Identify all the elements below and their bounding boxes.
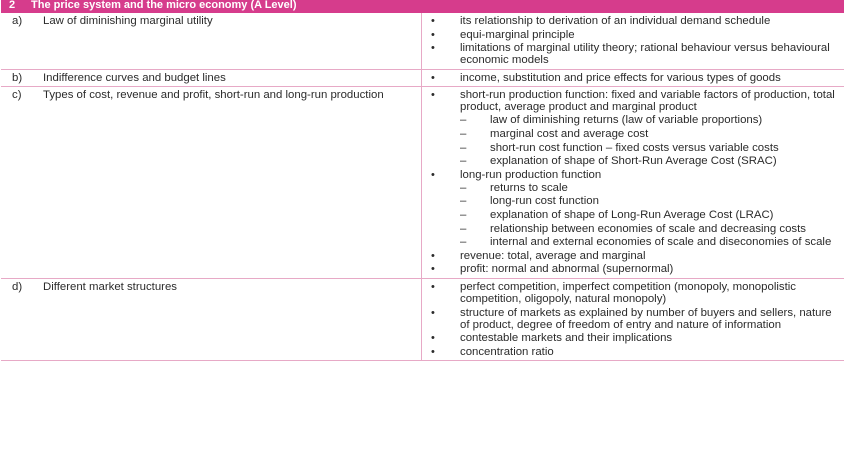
bullet-text: income, substitution and price effects for various types of goods xyxy=(460,71,781,84)
section-header xyxy=(1,0,844,13)
topic-cell xyxy=(1,13,422,69)
bullet-text: perfect competition, imperfect competition (monopoly, monopolistic competition, oligopoly, natural monopoly) xyxy=(460,280,796,305)
bullet-icon: • xyxy=(431,306,435,319)
table-row xyxy=(1,279,844,361)
row-letter: b) xyxy=(12,71,23,84)
bullet-icon: • xyxy=(431,345,435,358)
list-item xyxy=(422,346,838,358)
bullet-text: long-run production function xyxy=(460,168,602,181)
bullet-text: revenue: total, average and marginal xyxy=(460,249,646,262)
dash-icon: – xyxy=(460,127,467,140)
section-number: 2 xyxy=(9,0,16,11)
content-cell xyxy=(422,279,844,360)
sub-list-item xyxy=(460,209,838,221)
dash-icon: – xyxy=(460,181,467,194)
bullet-list xyxy=(422,281,838,358)
bullet-text: limitations of marginal utility theory; rational behaviour versus behavioural economic models xyxy=(460,42,830,67)
bullet-icon: • xyxy=(431,168,435,181)
bullet-icon: • xyxy=(431,263,435,276)
dash-icon: – xyxy=(460,195,467,208)
syllabus-table xyxy=(1,13,844,361)
dash-icon: – xyxy=(460,208,467,221)
sub-item-text: marginal cost and average cost xyxy=(490,127,649,140)
bullet-text: profit: normal and abnormal (supernormal) xyxy=(460,263,674,276)
content-cell xyxy=(422,87,844,278)
bullet-icon: • xyxy=(431,280,435,293)
sub-item-text: explanation of shape of Long-Run Average Cost (LRAC) xyxy=(490,208,774,221)
bullet-list xyxy=(422,89,838,275)
dash-icon: – xyxy=(460,141,467,154)
topic-title: Types of cost, revenue and profit, short-run and long-run production xyxy=(43,89,384,102)
topic-cell xyxy=(1,279,422,360)
bullet-text: its relationship to derivation of an individual demand schedule xyxy=(460,15,771,27)
sub-item-text: law of diminishing returns (law of variable proportions) xyxy=(490,114,763,127)
sub-item-text: short-run cost function – fixed costs versus variable costs xyxy=(490,141,779,154)
topic-cell xyxy=(1,87,422,278)
bullet-text: contestable markets and their implications xyxy=(460,332,673,345)
section-title: The price system and the micro economy (A Level) xyxy=(31,0,297,11)
sub-item-text: explanation of shape of Short-Run Average Cost (SRAC) xyxy=(490,155,777,168)
bullet-text: structure of markets as explained by number of buyers and sellers, nature of product, degree of freedom of entry and nature of information xyxy=(460,306,832,331)
dash-icon: – xyxy=(460,222,467,235)
sub-list xyxy=(460,182,838,248)
sub-list-item xyxy=(460,223,838,235)
sub-list-item xyxy=(460,128,838,140)
list-item xyxy=(422,15,838,27)
sub-item-text: long-run cost function xyxy=(490,195,599,208)
syllabus-page xyxy=(1,0,844,475)
bullet-icon: • xyxy=(431,89,435,102)
bullet-icon: • xyxy=(431,15,435,27)
sub-item-text: returns to scale xyxy=(490,181,568,194)
sub-list-item xyxy=(460,155,838,167)
row-letter: c) xyxy=(12,89,22,102)
sub-list xyxy=(460,114,838,167)
topic-title: Indifference curves and budget lines xyxy=(43,71,226,84)
dash-icon: – xyxy=(460,155,467,168)
sub-list-item xyxy=(460,142,838,154)
content-cell xyxy=(422,70,844,87)
list-item xyxy=(422,281,838,305)
list-item xyxy=(422,29,838,41)
row-letter: a) xyxy=(12,15,23,27)
list-item xyxy=(422,307,838,331)
list-item xyxy=(422,169,838,248)
list-item xyxy=(422,72,838,84)
dash-icon: – xyxy=(460,114,467,127)
table-row xyxy=(1,13,844,70)
dash-icon: – xyxy=(460,236,467,249)
topic-title: Different market structures xyxy=(43,280,177,293)
sub-list-item xyxy=(460,114,838,126)
bullet-text: concentration ratio xyxy=(460,345,554,358)
bullet-icon: • xyxy=(431,28,435,41)
bullet-text: equi-marginal principle xyxy=(460,28,575,41)
bullet-icon: • xyxy=(431,332,435,345)
bullet-icon: • xyxy=(431,249,435,262)
content-cell xyxy=(422,13,844,69)
sub-list-item xyxy=(460,236,838,248)
table-row xyxy=(1,70,844,88)
bullet-icon: • xyxy=(431,42,435,55)
list-item xyxy=(422,263,838,275)
table-row xyxy=(1,87,844,279)
sub-list-item xyxy=(460,182,838,194)
list-item xyxy=(422,42,838,66)
sub-list-item xyxy=(460,195,838,207)
list-item xyxy=(422,89,838,167)
topic-cell xyxy=(1,70,422,87)
sub-item-text: internal and external economies of scale and diseconomies of scale xyxy=(490,236,832,249)
bullet-list xyxy=(422,15,838,66)
bullet-list xyxy=(422,72,838,84)
topic-title: Law of diminishing marginal utility xyxy=(43,15,213,27)
bullet-icon: • xyxy=(431,71,435,84)
sub-item-text: relationship between economies of scale and decreasing costs xyxy=(490,222,806,235)
row-letter: d) xyxy=(12,280,23,293)
list-item xyxy=(422,250,838,262)
bullet-text: short-run production function: fixed and variable factors of production, total product, average product and marginal product xyxy=(460,89,835,114)
list-item xyxy=(422,332,838,344)
